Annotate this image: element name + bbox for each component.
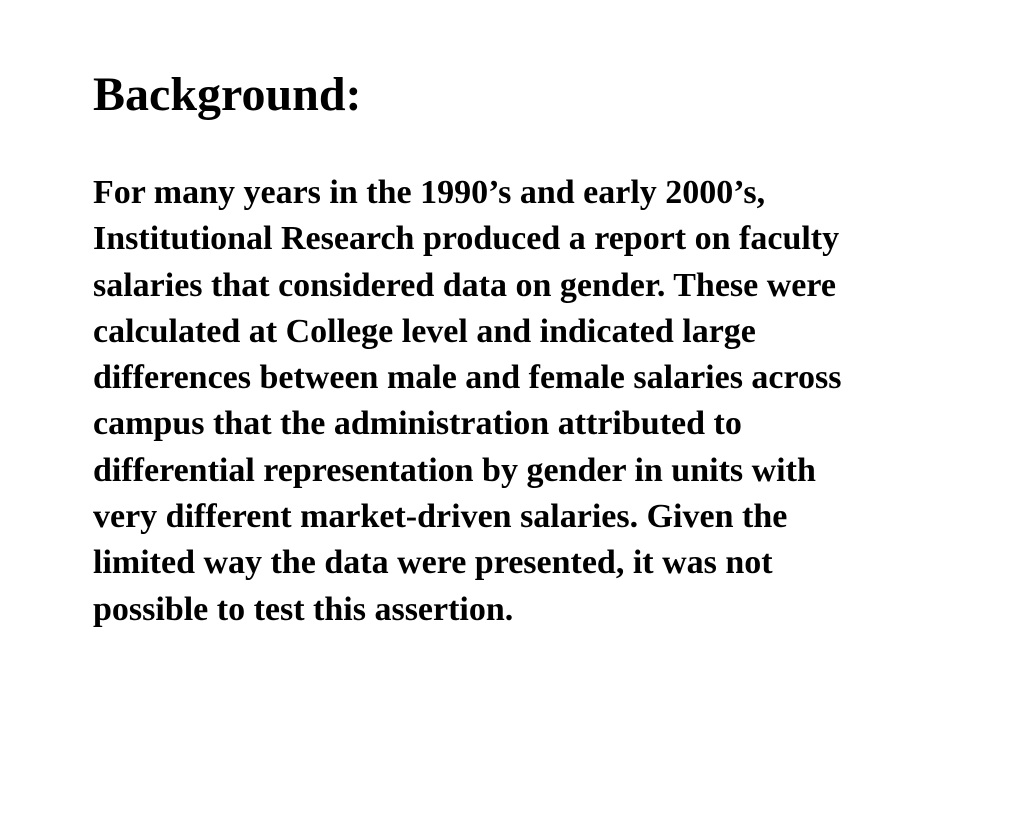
body-line: limited way the data were presented, it was not [93,544,773,582]
body-line: campus that the administration attributed to [93,405,742,443]
body-line: Institutional Research produced a report on faculty [93,220,840,258]
body-line: For many years in the 1990’s and early 2000’s, [93,174,766,211]
body-line: very different market-driven salaries. Given the [93,498,788,536]
body-line: salaries that considered data on gender. These were [93,266,836,304]
slide-title: Background: [93,68,362,121]
body-line: possible to test this assertion. [93,590,514,628]
slide-body-text [93,170,993,633]
body-line: calculated at College level and indicated large [93,312,756,350]
body-line: differential representation by gender in units with [93,451,816,489]
body-line: differences between male and female salaries across [93,359,842,397]
